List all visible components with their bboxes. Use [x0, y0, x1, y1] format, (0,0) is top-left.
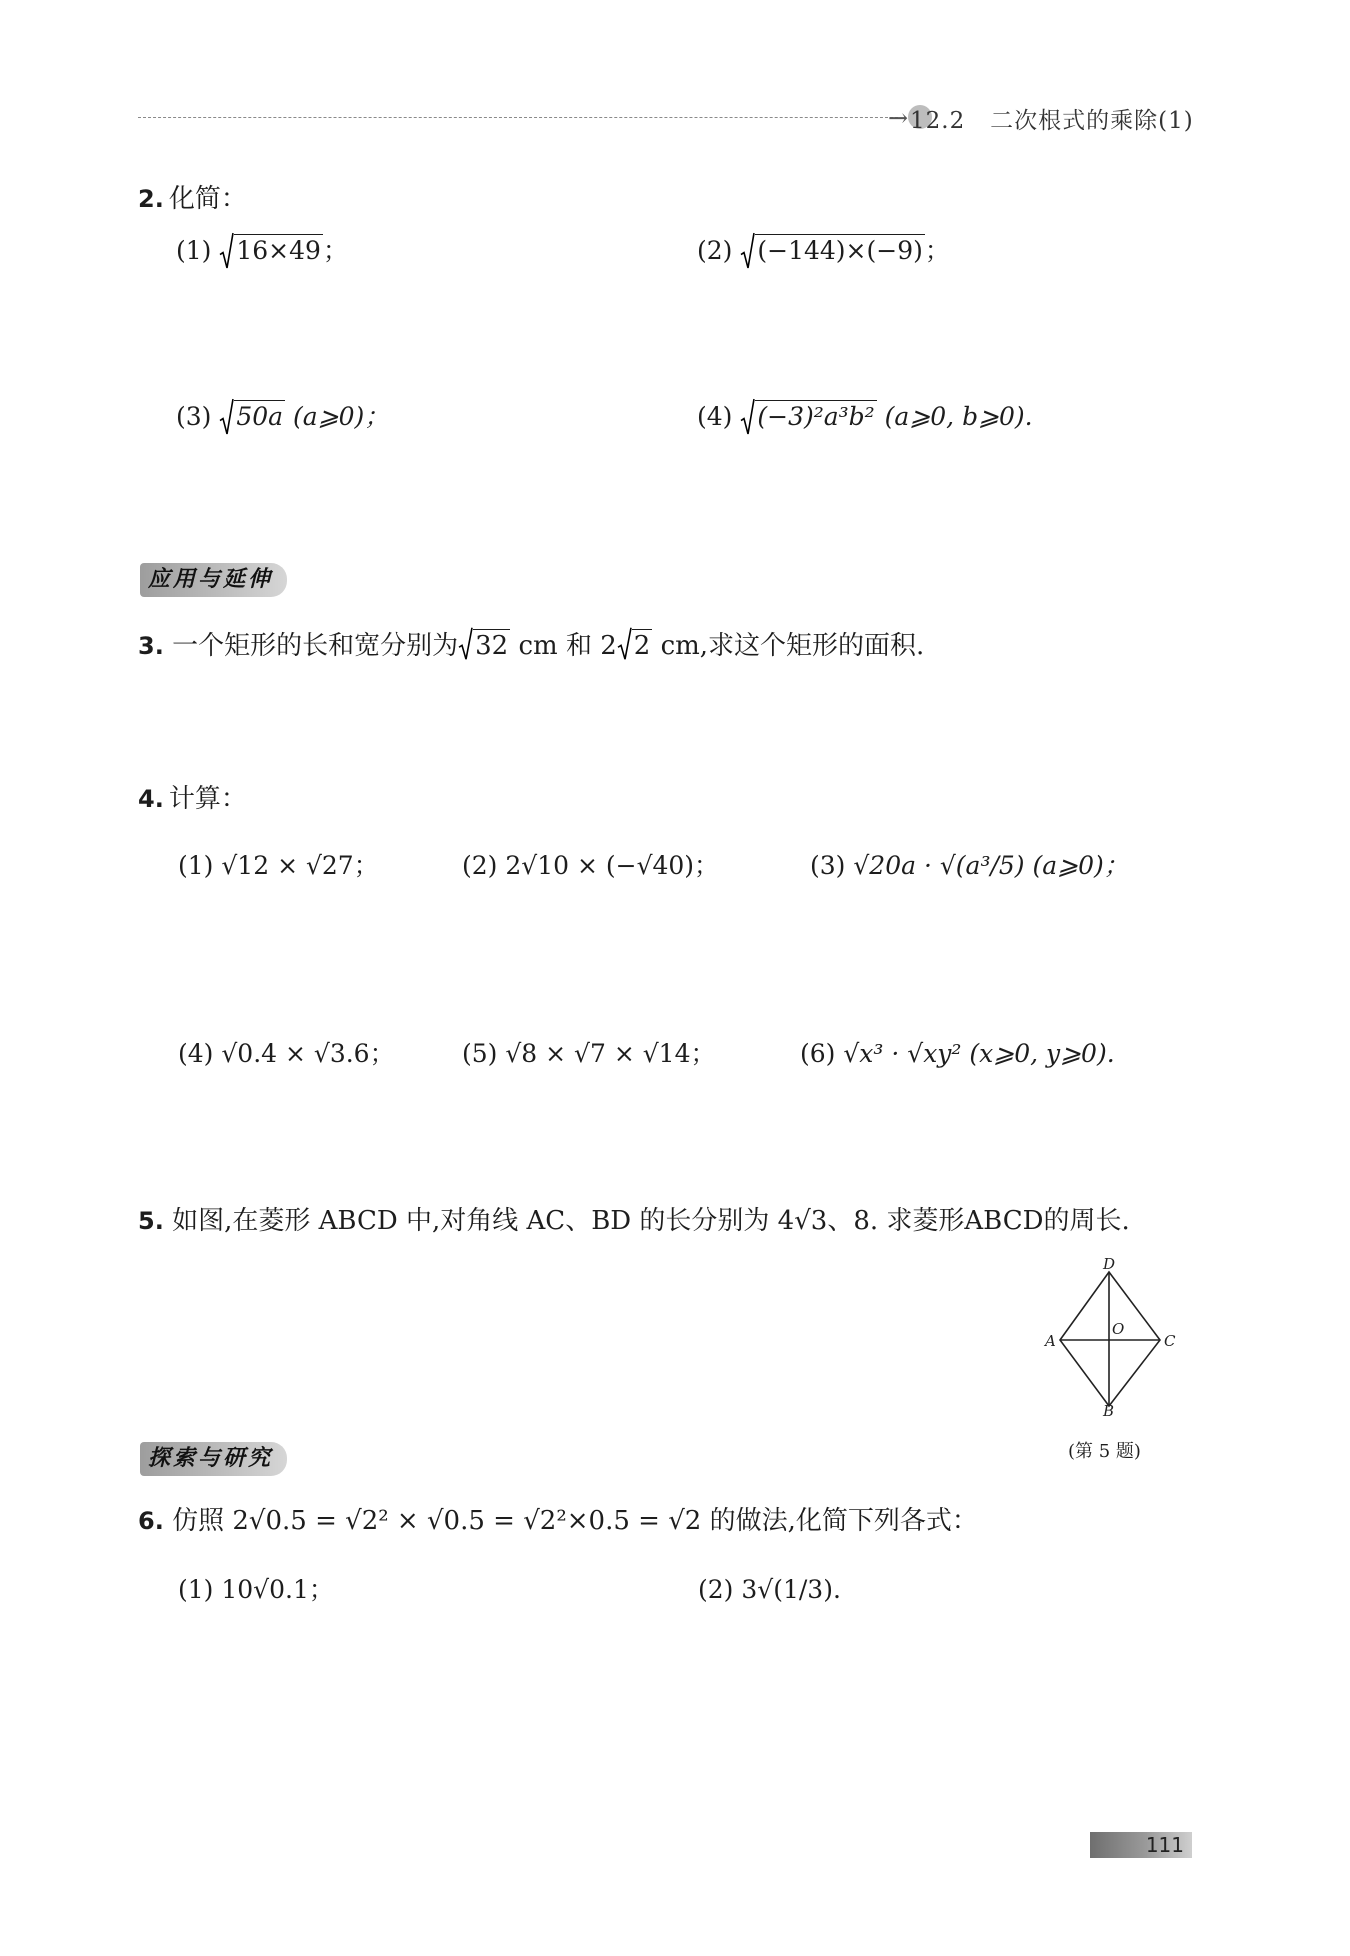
- rhombus-figure: [1040, 1258, 1180, 1418]
- sqrt-expression: 2: [617, 625, 653, 662]
- item-label: (1): [176, 236, 212, 265]
- q2-item-4: (4) (−3)²a³b² (a⩾0, b⩾0).: [697, 396, 1033, 437]
- item-label: (2): [698, 1575, 734, 1604]
- question-number: 3.: [138, 632, 164, 660]
- header-section: 12.2: [910, 108, 966, 134]
- point-label-a: A: [1045, 1332, 1056, 1350]
- question-5: 5. 如图,在菱形 ABCD 中,对角线 AC、BD 的长分别为 4√3、8. 求菱形ABCD的周长.: [138, 1206, 1130, 1236]
- q6-item-2: (2) 3√(1/3).: [698, 1575, 841, 1604]
- rhombus-outline: [1060, 1272, 1160, 1406]
- question-prompt: 计算：: [168, 784, 247, 814]
- q4-item-4: (4) √0.4 × √3.6；: [178, 1039, 395, 1068]
- point-label-o: O: [1112, 1320, 1125, 1338]
- question-3: 3. 一个矩形的长和宽分别为 32 cm 和 2 2 cm,求这个矩形的面积.: [138, 625, 924, 662]
- q2-item-3: (3) 50a (a⩾0)；: [176, 396, 389, 437]
- question-prompt: 化简：: [168, 184, 247, 214]
- sqrt-expression: 16×49: [219, 230, 323, 271]
- sqrt-expression: 32: [458, 625, 510, 662]
- q4-item-6: (6) √x³ · √xy² (x⩾0, y⩾0).: [800, 1039, 1115, 1068]
- item-label: (2): [462, 851, 498, 880]
- question-number: 2.: [138, 185, 164, 213]
- point-label-b: B: [1103, 1402, 1115, 1418]
- sqrt-expression: (−3)²a³b²: [740, 396, 876, 437]
- item-label: (4): [178, 1039, 214, 1068]
- question-number: 4.: [138, 785, 164, 813]
- page-number: 111: [1145, 1833, 1184, 1857]
- point-label-c: C: [1164, 1332, 1176, 1350]
- section-banner-exploration: 探索与研究: [140, 1442, 287, 1476]
- item-label: (3): [176, 402, 212, 431]
- q4-item-2: (2) 2√10 × (−√40)；: [462, 851, 720, 880]
- q4-item-1: (1) √12 × √27；: [178, 851, 379, 880]
- header-title: [910, 102, 1194, 135]
- item-label: (2): [697, 236, 733, 265]
- question-4: [138, 778, 247, 815]
- item-label: (1): [178, 1575, 214, 1604]
- q2-item-1: (1) 16×49；: [176, 230, 348, 271]
- figure-caption: (第 5 题): [1068, 1441, 1141, 1462]
- q2-item-2: (2) (−144)×(−9)；: [697, 230, 950, 271]
- page-number-tab: [1090, 1832, 1192, 1858]
- question-6: 6. 仿照 2√0.5 = √2² × √0.5 = √2²×0.5 = √2 的做法,化简下列各式：: [138, 1506, 978, 1536]
- item-label: (1): [178, 851, 214, 880]
- item-label: (4): [697, 402, 733, 431]
- question-number: 6.: [138, 1507, 164, 1535]
- point-label-d: D: [1103, 1258, 1116, 1273]
- q6-item-1: (1) 10√0.1；: [178, 1575, 334, 1604]
- question-2: [138, 178, 247, 215]
- header-rule: [138, 117, 898, 118]
- header-arrow-icon: →: [888, 104, 909, 132]
- item-label: (5): [462, 1039, 498, 1068]
- q4-item-3: (3) √20a · √(a³/5) (a⩾0)；: [810, 851, 1129, 880]
- sqrt-expression: (−144)×(−9): [740, 230, 924, 271]
- item-label: (6): [800, 1039, 836, 1068]
- item-label: (3): [810, 851, 846, 880]
- header-section-title: 二次根式的乘除(1): [990, 108, 1194, 134]
- q4-item-5: (5) √8 × √7 × √14；: [462, 1039, 716, 1068]
- sqrt-expression: 50a: [219, 396, 285, 437]
- section-banner-application: 应用与延伸: [140, 563, 287, 597]
- question-number: 5.: [138, 1207, 164, 1235]
